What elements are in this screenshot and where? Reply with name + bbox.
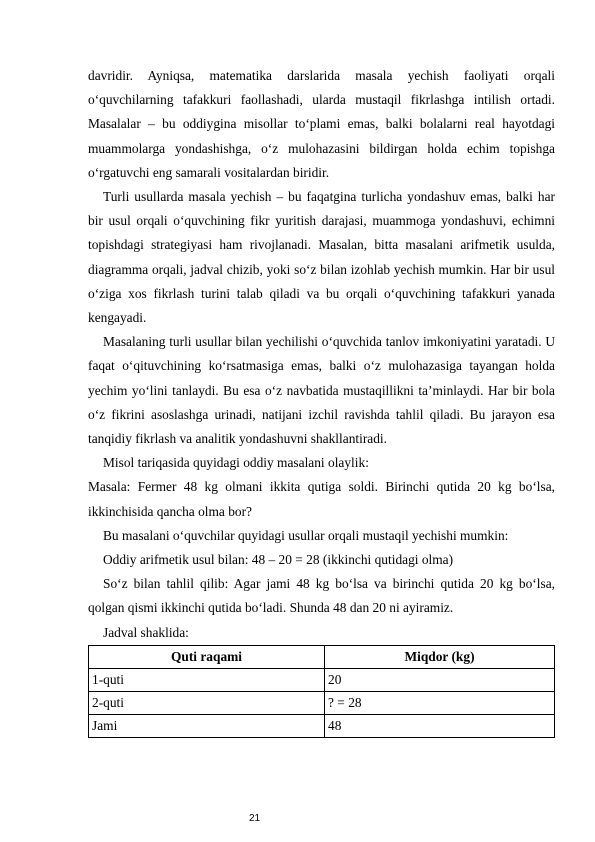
table-row [89,669,555,692]
header-box-number: Quti raqami [89,646,325,669]
table-cell: 48 [325,715,555,738]
data-table [88,645,555,738]
table-cell: 20 [325,669,555,692]
method-table-intro: Jadval shaklida: [103,624,189,640]
table-cell: 2-quti [89,692,325,715]
table-cell: ? = 28 [325,692,555,715]
page-number: 21 [249,813,261,824]
paragraph-choice: Masalaning turli usullar bilan yechilishi o‘quvchida tanlov imkoniyatini yaratadi. U faqat o‘qituvchining ko‘rsatmasiga emas, balki o‘z mulohazasiga tayangan holda yechim yo‘lini tanlaydi. Bu esa o‘z navbatida mustaqillikni ta’minlaydi. Har bir bola o‘z fikrini asoslashga urinadi, natijani izchil ravishda tahlil qiladi. Bu jarayon esa tanqidiy fikrlash va analitik yondashuvni shakllantiradi. [88,334,555,447]
table-cell: Jami [89,715,325,738]
paragraph-methods: Turli usullarda masala yechish – bu faqatgina turlicha yondashuv emas, balki har bir usul orqali o‘quvchining fikr yuritish darajasi, muammoga yondashuvi, echimni topishdagi strategiyasi ham rivojlanadi. Masalan, bitta masalani arifmetik usulda, diagramma orqali, jadval chizib, yoki so‘z bilan izohlab yechish mumkin. Har bir usul o‘ziga xos fikrlash turini talab qiladi va bu orqali o‘quvchining tafakkuri yanada kengayadi. [88,189,555,326]
table-row [89,715,555,738]
method-verbal: So‘z bilan tahlil qilib: Agar jami 48 kg bo‘lsa va birinchi qutida 20 kg bo‘lsa, qolgan qismi ikkinchi qutida bo‘ladi. Shunda 48 dan 20 ni ayiramiz. [88,576,555,616]
paragraph-intro-continued: davridir. Ayniqsa, matematika darslarida masala yechish faoliyati orqali o‘quvchilarning tafakkuri faollashadi, ularda mustaqil fikrlashga intilish ortadi. Masalalar – bu oddiygina misollar to‘plami emas, balki bolalarni real hayotdagi muammolarga yondashishga, o‘z mulohazasini bildirgan holda echim topishga o‘rgatuvchi eng samarali vositalardan biridir. [88,68,555,180]
method-arithmetic: Oddiy arifmetik usul bilan: 48 – 20 = 28 (ikkinchi qutidagi olma) [103,552,454,568]
table-cell: 1-quti [89,669,325,692]
header-amount: Miqdor (kg) [325,646,555,669]
methods-intro: Bu masalani o‘quvchilar quyidagi usullar orqali mustaqil yechishi mumkin: [103,527,509,543]
example-intro: Misol tariqasida quyidagi oddiy masalani olaylik: [103,455,369,471]
problem-statement: Masala: Fermer 48 kg olmani ikkita qutiga soldi. Birinchi qutida 20 kg bo‘lsa, ikkinchisida qancha olma bor? [88,479,555,519]
table-header-row [89,646,555,669]
document-body [88,64,555,645]
table-row [89,692,555,715]
